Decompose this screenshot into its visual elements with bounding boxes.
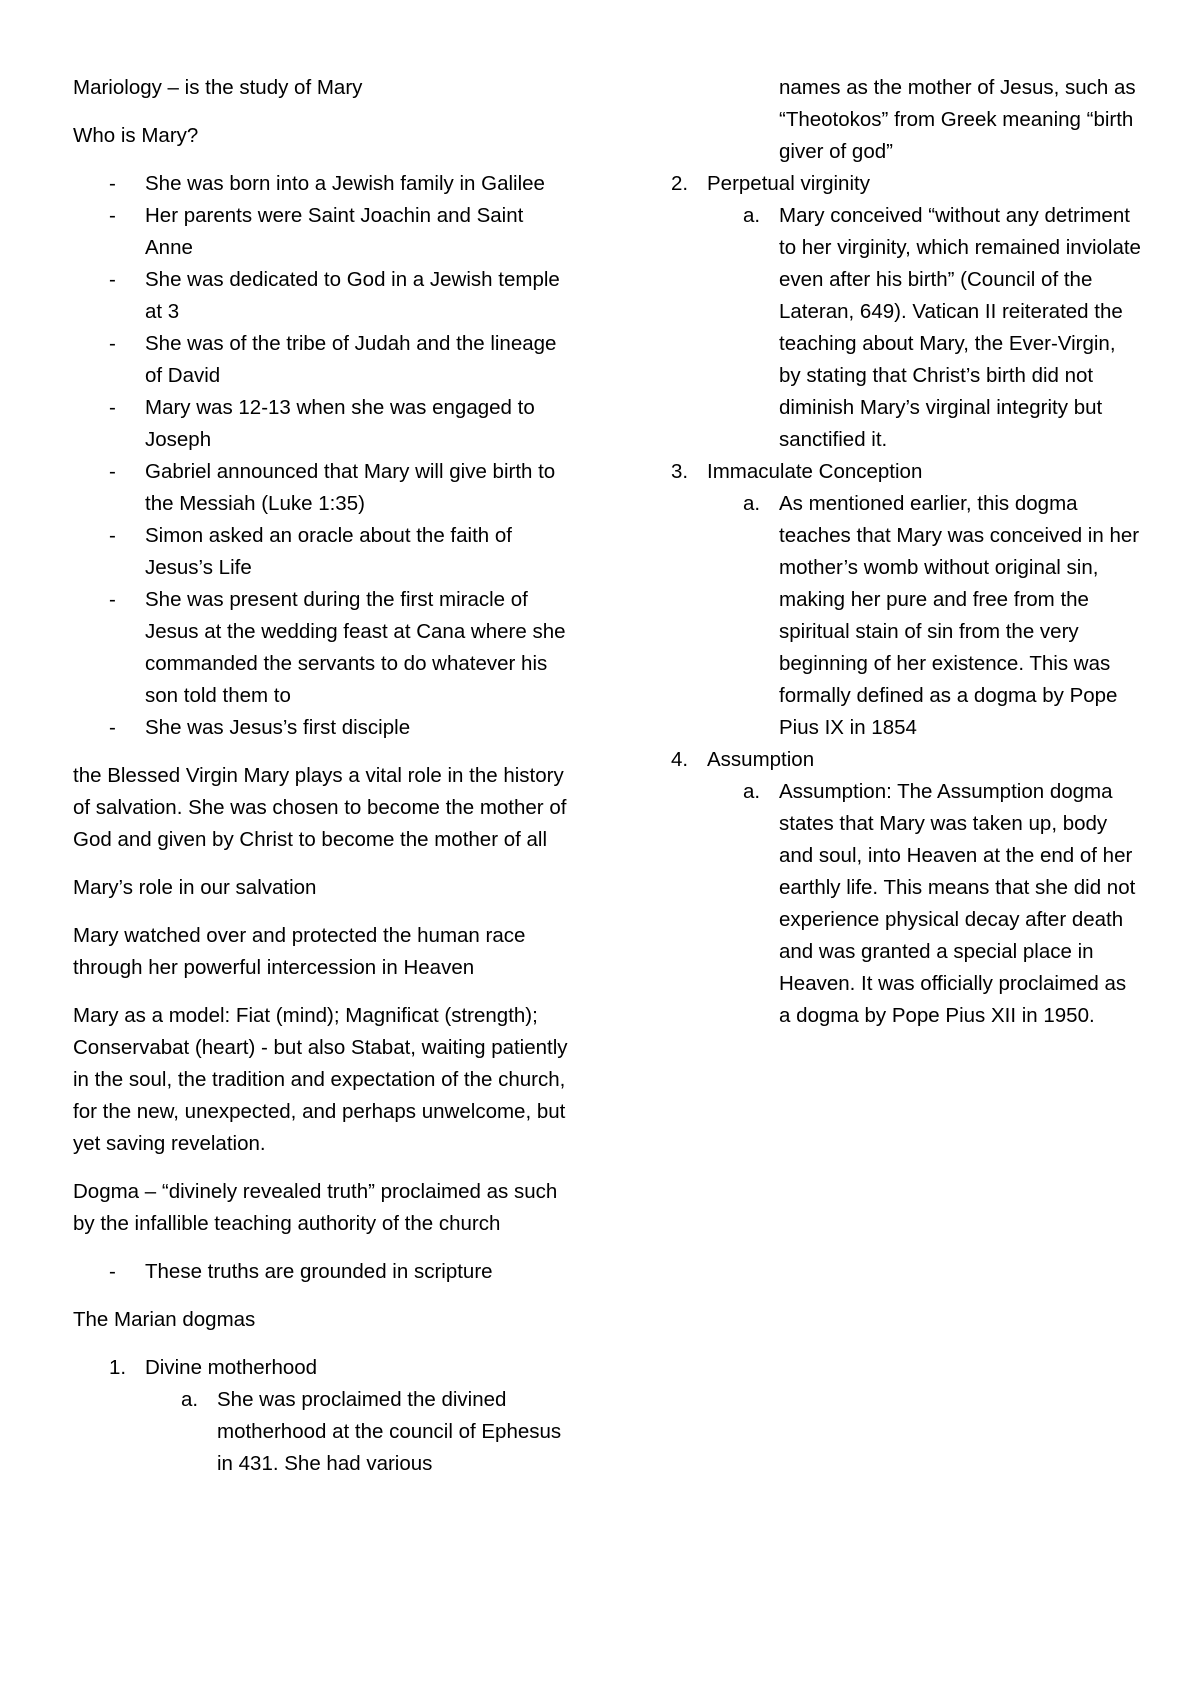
- dash-bullet: -: [109, 1260, 116, 1283]
- dogma-sublist: [707, 200, 1141, 456]
- who-is-mary-list: [73, 168, 573, 744]
- list-item: a. She was proclaimed the divined motherhood at the council of Ephesus in 431. She had various: [145, 1384, 573, 1480]
- marian-dogmas-list-continued: [671, 168, 1141, 1032]
- list-number: 2.: [671, 172, 689, 195]
- list-item: - She was born into a Jewish family in Galilee: [73, 168, 573, 200]
- blessed-virgin-paragraph: the Blessed Virgin Mary plays a vital role in the history of salvation. She was chosen to become the mother of God and given by Christ to become the mother of all: [73, 764, 567, 851]
- list-letter: a.: [743, 492, 761, 515]
- list-item: - She was dedicated to God in a Jewish temple at 3: [73, 264, 573, 328]
- dash-bullet: -: [109, 268, 116, 291]
- dogma-definition: Dogma – “divinely revealed truth” proclaimed as such by the infallible teaching authority of the church: [73, 1180, 558, 1235]
- list-item: a. Mary conceived “without any detriment to her virginity, which remained inviolate even after his birth” (Council of the Lateran, 649). Vatican II reiterated the teaching about Mary, the Ever-Virgin, by stating that Christ’s birth did not diminish Mary’s virginal integrity but sanctified it.: [707, 200, 1141, 456]
- dash-bullet: -: [109, 204, 116, 227]
- model-paragraph: Mary as a model: Fiat (mind); Magnificat (strength); Conservabat (heart) - but also Stabat, waiting patiently in the soul, the tradition and expectation of the church, for the new, unexpected, and perhaps unwelcome, but yet saving revelation.: [73, 1004, 568, 1155]
- marian-dogmas-heading: The Marian dogmas: [73, 1308, 256, 1331]
- dash-bullet: -: [109, 172, 116, 195]
- dogma-item-perpetual-virginity: [671, 168, 1141, 456]
- list-item: - Gabriel announced that Mary will give birth to the Messiah (Luke 1:35): [73, 456, 573, 520]
- dash-bullet: -: [109, 396, 116, 419]
- dogma-item-assumption: [671, 744, 1141, 1032]
- list-item: a. Assumption: The Assumption dogma states that Mary was taken up, body and soul, into Heaven at the end of her earthly life. This means that she did not experience physical decay after death and was granted a special place in Heaven. It was officially proclaimed as a dogma by Pope Pius XII in 1950.: [707, 776, 1141, 1032]
- dash-bullet: -: [109, 588, 116, 611]
- dogma-list: [73, 1256, 573, 1288]
- continuation-text: names as the mother of Jesus, such as “Theotokos” from Greek meaning “birth giver of god”: [779, 76, 1136, 163]
- dogma-title: Immaculate Conception: [707, 460, 923, 483]
- list-number: 4.: [671, 748, 689, 771]
- dogma-item-divine-motherhood: [73, 1352, 573, 1480]
- list-item: - She was present during the first miracle of Jesus at the wedding feast at Cana where she commanded the servants to do whatever his son told them to: [73, 584, 573, 712]
- role-paragraph: Mary watched over and protected the human race through her powerful intercession in Heaven: [73, 924, 526, 979]
- dogma-title: Divine motherhood: [145, 1356, 318, 1379]
- dogma-sublist: [707, 488, 1141, 744]
- list-item: - Simon asked an oracle about the faith of Jesus’s Life: [73, 520, 573, 584]
- list-item: - Her parents were Saint Joachin and Saint Anne: [73, 200, 573, 264]
- list-item: a. As mentioned earlier, this dogma teaches that Mary was conceived in her mother’s womb without original sin, making her pure and free from the spiritual stain of sin from the very beginning of her existence. This was formally defined as a dogma by Pope Pius IX in 1854: [707, 488, 1141, 744]
- dogma-title: Assumption: [707, 748, 815, 771]
- dogma-title: Perpetual virginity: [707, 172, 870, 195]
- list-item: - She was Jesus’s first disciple: [73, 712, 573, 744]
- list-letter: a.: [181, 1388, 199, 1411]
- dogma-item-immaculate-conception: [671, 456, 1141, 744]
- dash-bullet: -: [109, 460, 116, 483]
- right-column: [671, 72, 1141, 1032]
- who-is-mary-heading: Who is Mary?: [73, 124, 199, 147]
- role-heading: Mary’s role in our salvation: [73, 876, 317, 899]
- dogma-sublist: [707, 776, 1141, 1032]
- list-letter: a.: [743, 204, 761, 227]
- mariology-definition: Mariology – is the study of Mary: [73, 76, 363, 99]
- marian-dogmas-list: [73, 1352, 573, 1480]
- dash-bullet: -: [109, 716, 116, 739]
- dash-bullet: -: [109, 332, 116, 355]
- list-item: - She was of the tribe of Judah and the lineage of David: [73, 328, 573, 392]
- dash-bullet: -: [109, 524, 116, 547]
- list-number: 1.: [109, 1356, 127, 1379]
- list-letter: a.: [743, 780, 761, 803]
- list-item: - Mary was 12-13 when she was engaged to Joseph: [73, 392, 573, 456]
- left-column: [73, 72, 573, 1480]
- list-number: 3.: [671, 460, 689, 483]
- list-item: - These truths are grounded in scripture: [73, 1256, 573, 1288]
- dogma-sublist: [145, 1384, 573, 1480]
